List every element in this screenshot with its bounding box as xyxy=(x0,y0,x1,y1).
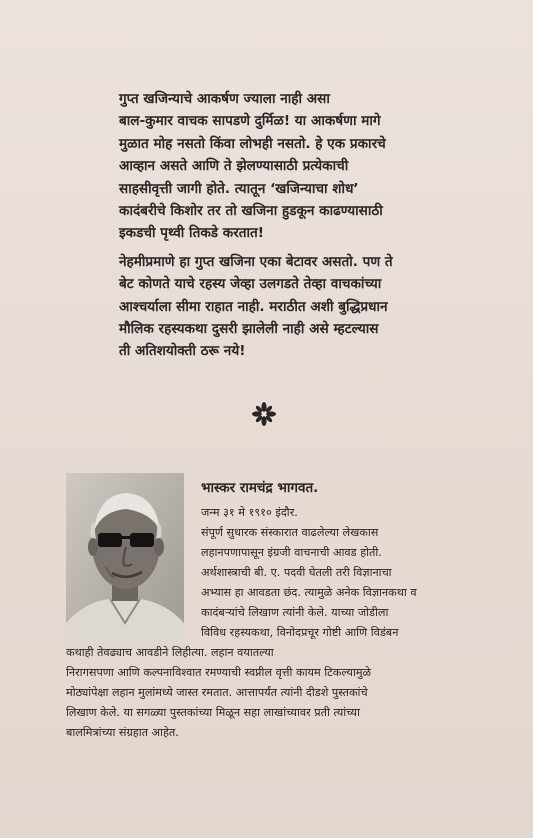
author-photo xyxy=(66,473,184,650)
blurb xyxy=(119,88,529,363)
blurb-line: गुप्त खजिन्याचे आकर्षण ज्याला नाही असा xyxy=(119,91,330,107)
bio-line: लिखाण केले. या सगळ्या पुस्तकांच्या मिळून सहा लाखांच्यावर प्रती त्यांच्या xyxy=(66,706,360,719)
blurb-paragraph-1 xyxy=(119,88,529,245)
blurb-line: आश्चर्याला सीमा राहात नाही. मराठीत अशी बुद्धिप्रधान xyxy=(119,298,388,315)
blurb-line: बेट कोणते याचे रहस्य जेव्हा उलगडते तेव्हा वाचकांच्या xyxy=(119,276,382,293)
blurb-paragraph-2 xyxy=(119,251,529,363)
blurb-line: साहसीवृत्ती जागी होते. त्यातून ‘खजिन्याचा शोध’ xyxy=(119,180,359,197)
author-bio-bottom xyxy=(66,663,371,743)
author-name: भास्कर रामचंद्र भागवत. xyxy=(201,480,319,496)
bio-line: निरागसपणा आणि कल्पनाविश्वात रमण्याची स्वप्नील वृत्ती कायम टिकल्यामुळे xyxy=(66,666,372,679)
bio-line: जन्म ३१ मे १९१० इंदौर. xyxy=(201,506,298,519)
blurb-line: कादंबरीचे किशोर तर तो खजिना हुडकून काढण्यासाठी xyxy=(119,203,383,220)
bio-line: मोठ्यांपेक्षा लहान मुलांमध्ये जास्त रमतात. आत्तापर्यंत त्यांनी दीडशे पुस्तकांचे xyxy=(66,686,368,699)
asterisk-ornament-icon xyxy=(251,401,277,427)
bio-line: अभ्यास हा आवडता छंद. त्यामुळे अनेक विज्ञानकथा व xyxy=(201,586,417,599)
bio-line: कथाही तेवढ्याच आवडीने लिहीत्या. लहान वयातल्या xyxy=(66,646,274,659)
bio-line: बालमित्रांच्या संग्रहात आहेत. xyxy=(66,726,179,739)
author-bio-top xyxy=(66,503,417,659)
blurb-line: मुळात मोह नसतो किंवा लोभही नसतो. हे एक प्रकारचे xyxy=(119,135,386,152)
blurb-line: आव्हान असते आणि ते झेलण्यासाठी प्रत्येकाची xyxy=(119,158,349,175)
bio-line: अर्थशास्त्राची बी. ए. पदवी घेतली तरी विज्ञानाचा xyxy=(201,566,392,579)
bio-line: विविध रहस्यकथा, विनोदप्रचूर गोष्टी आणि विडंबन xyxy=(201,626,399,639)
blurb-line: नेहमीप्रमाणे हा गुप्त खजिना एका बेटावर असतो. पण ते xyxy=(119,253,393,270)
blurb-line: इकडची पृथ्वी तिकडे करतात! xyxy=(119,225,264,242)
bio-line: कादंबऱ्यांचे लिखाण त्यांनी केले. याच्या जोडीला xyxy=(201,606,389,619)
blurb-line: ती अतिशयोक्ती ठरू नये! xyxy=(119,343,246,360)
bio-line: लहानपणापासून इंग्रजी वाचनाची आवड होती. xyxy=(201,546,382,559)
bio-line: संपूर्ण सुधारक संस्कारात वाढलेल्या लेखकास xyxy=(201,526,379,539)
blurb-line: मौलिक रहस्यकथा दुसरी झालेली नाही असे म्हटल्यास xyxy=(119,321,379,338)
blurb-line: बाल-कुमार वाचक सापडणे दुर्मिळ! या आकर्षणा मागे xyxy=(119,113,381,130)
